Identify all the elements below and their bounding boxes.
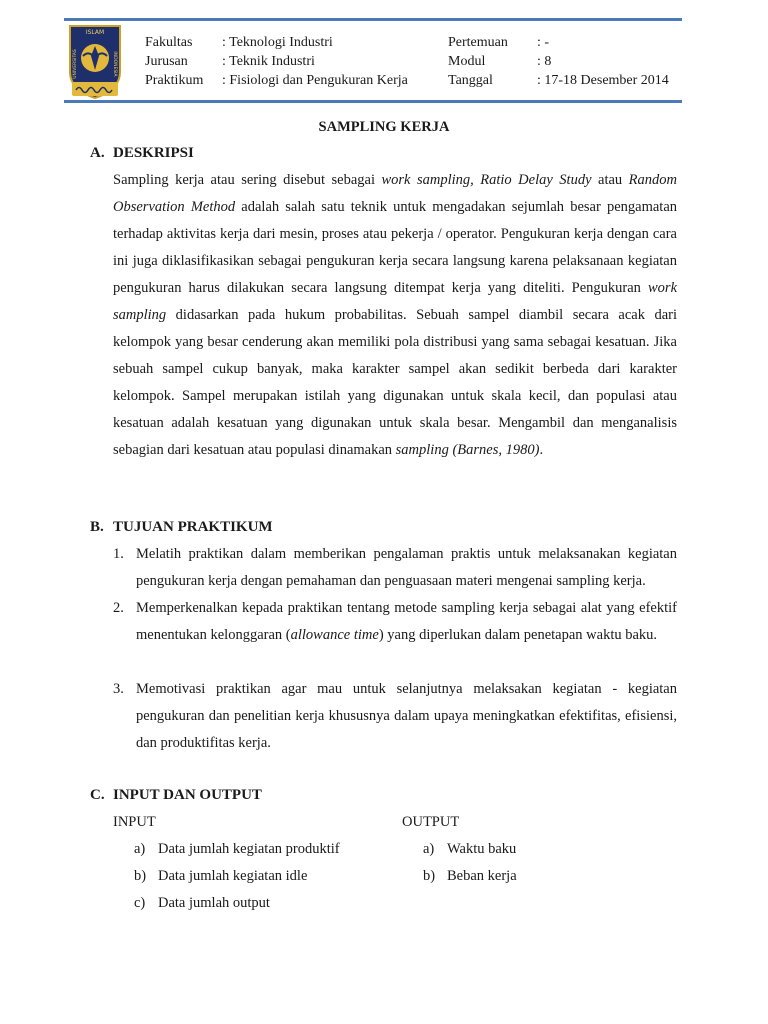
input-item-letter: a)	[134, 841, 146, 857]
input-item	[134, 895, 270, 912]
output-item-letter: a)	[423, 841, 435, 857]
header-value-jurusan: : Teknik Industri	[222, 54, 315, 69]
header-label-jurusan: Jurusan	[145, 54, 188, 69]
list-item-text: Melatih praktikan dalam memberikan pengalaman praktis untuk melaksanakan kegiatan pengukuran kerja dengan pemahaman dan penguasaan materi mengenai sampling kerja.	[136, 546, 677, 589]
logo-right-text: INDONESIA	[112, 51, 117, 77]
input-item-text: Data jumlah kegiatan idle	[158, 868, 308, 884]
header-label-tanggal: Tanggal	[448, 73, 493, 88]
section-a-title: DESKRIPSI	[113, 145, 194, 161]
para-text-2: atau	[591, 172, 629, 188]
header-top-rule	[64, 18, 682, 21]
list-item-italic: allowance time	[290, 627, 379, 643]
list-item-text: Memotivasi praktikan agar mau untuk selanjutnya melaksakan kegiatan - kegiatan pengukuran dan penelitian kerja khususnya dalam upaya meningkatkan efektifitas, efisiensi, dan produktifitas kerja.	[136, 681, 677, 751]
university-emblem-icon	[66, 20, 124, 102]
header-value-tanggal: : 17-18 Desember 2014	[537, 73, 669, 88]
logo-top-text: ISLAM	[85, 29, 105, 36]
input-item	[134, 868, 307, 885]
output-column-label: OUTPUT	[402, 814, 460, 830]
logo-left-text: UNIVERSITAS	[73, 49, 78, 79]
output-item-letter: b)	[423, 868, 436, 884]
section-a-paragraph	[113, 167, 677, 464]
para-text-4: didasarkan pada hukum probabilitas. Sebuah sampel diambil secara acak dari kelompok yang besar cenderung akan memiliki pola distribusi yang sama sebagai kesatuan. Jika sebuah sampel cukup banyak, maka karakter sampel akan sedikit berbeda dari karakter kelompok. Sampel merupakan istilah yang digunakan untuk skala kecil, dan populasi atau kesatuan adalah kesatuan yang digunakan untuk skala besar. Mengambil dan menganalisis sebagian dari kesatuan atau populasi dinamakan	[113, 307, 677, 458]
header-label-modul: Modul	[448, 54, 486, 69]
list-item-text-part: Memperkenalkan kepada praktikan tentang metode sampling kerja sebagai alat yang efektif menentukan kelonggaran (	[136, 600, 677, 643]
input-item	[134, 841, 340, 858]
output-item	[423, 868, 517, 885]
para-italic-4: sampling	[395, 442, 449, 458]
list-item	[113, 676, 677, 757]
input-item-letter: b)	[134, 868, 147, 884]
list-item	[113, 595, 677, 649]
input-column-label: INPUT	[113, 814, 156, 830]
document-title: SAMPLING KERJA	[318, 119, 450, 135]
header-value-praktikum: : Fisiologi dan Pengukuran Kerja	[222, 73, 408, 88]
header-label-fakultas: Fakultas	[145, 35, 193, 50]
header-value-pertemuan: : -	[537, 35, 550, 50]
section-c-letter: C.	[90, 787, 105, 803]
section-a-letter: A.	[90, 145, 105, 161]
section-c-heading	[90, 787, 262, 804]
section-c-title: INPUT DAN OUTPUT	[113, 787, 262, 803]
para-text-3: adalah salah satu teknik untuk mengadakan sejumlah besar pengamatan terhadap aktivitas kerja dari mesin, proses atau pekerja / operator. Pengukuran kerja dengan cara ini juga diklasifikasikan sebagai pengukuran kerja secara langsung karena pelaksanaan kegiatan pengukuran harus dilakukan secara langsung ditempat kerja yang diteliti. Pengukuran	[113, 199, 677, 296]
list-item-number: 3.	[113, 681, 124, 697]
para-text-1: Sampling kerja atau sering disebut sebagai	[113, 172, 382, 188]
input-item-letter: c)	[134, 895, 146, 911]
para-italic-2: Random Observation Method	[113, 172, 677, 215]
list-item-number: 1.	[113, 546, 124, 562]
section-a-heading	[90, 145, 194, 162]
output-item-text: Beban kerja	[447, 868, 517, 884]
header-value-fakultas: : Teknologi Industri	[222, 35, 333, 50]
list-item-text	[136, 595, 677, 649]
para-italic-1: work sampling, Ratio Delay Study	[381, 172, 592, 188]
header-label-praktikum: Praktikum	[145, 73, 204, 88]
list-item	[113, 541, 677, 595]
list-item-number: 2.	[113, 600, 124, 616]
para-citation: (Barnes, 1980)	[452, 442, 540, 458]
section-b-letter: B.	[90, 519, 104, 535]
header-label-pertemuan: Pertemuan	[448, 35, 508, 50]
para-text-5: .	[539, 442, 544, 458]
list-item-text-part: ) yang diperlukan dalam penetapan waktu baku.	[378, 627, 658, 643]
input-item-text: Data jumlah output	[158, 895, 270, 911]
section-b-title: TUJUAN PRAKTIKUM	[113, 519, 273, 535]
input-item-text: Data jumlah kegiatan produktif	[158, 841, 340, 857]
header-value-modul: : 8	[537, 54, 552, 69]
section-b-heading	[90, 519, 273, 536]
output-item	[423, 841, 516, 858]
header-bottom-rule	[64, 100, 682, 103]
para-italic-3: work sampling	[113, 280, 677, 323]
output-item-text: Waktu baku	[447, 841, 517, 857]
